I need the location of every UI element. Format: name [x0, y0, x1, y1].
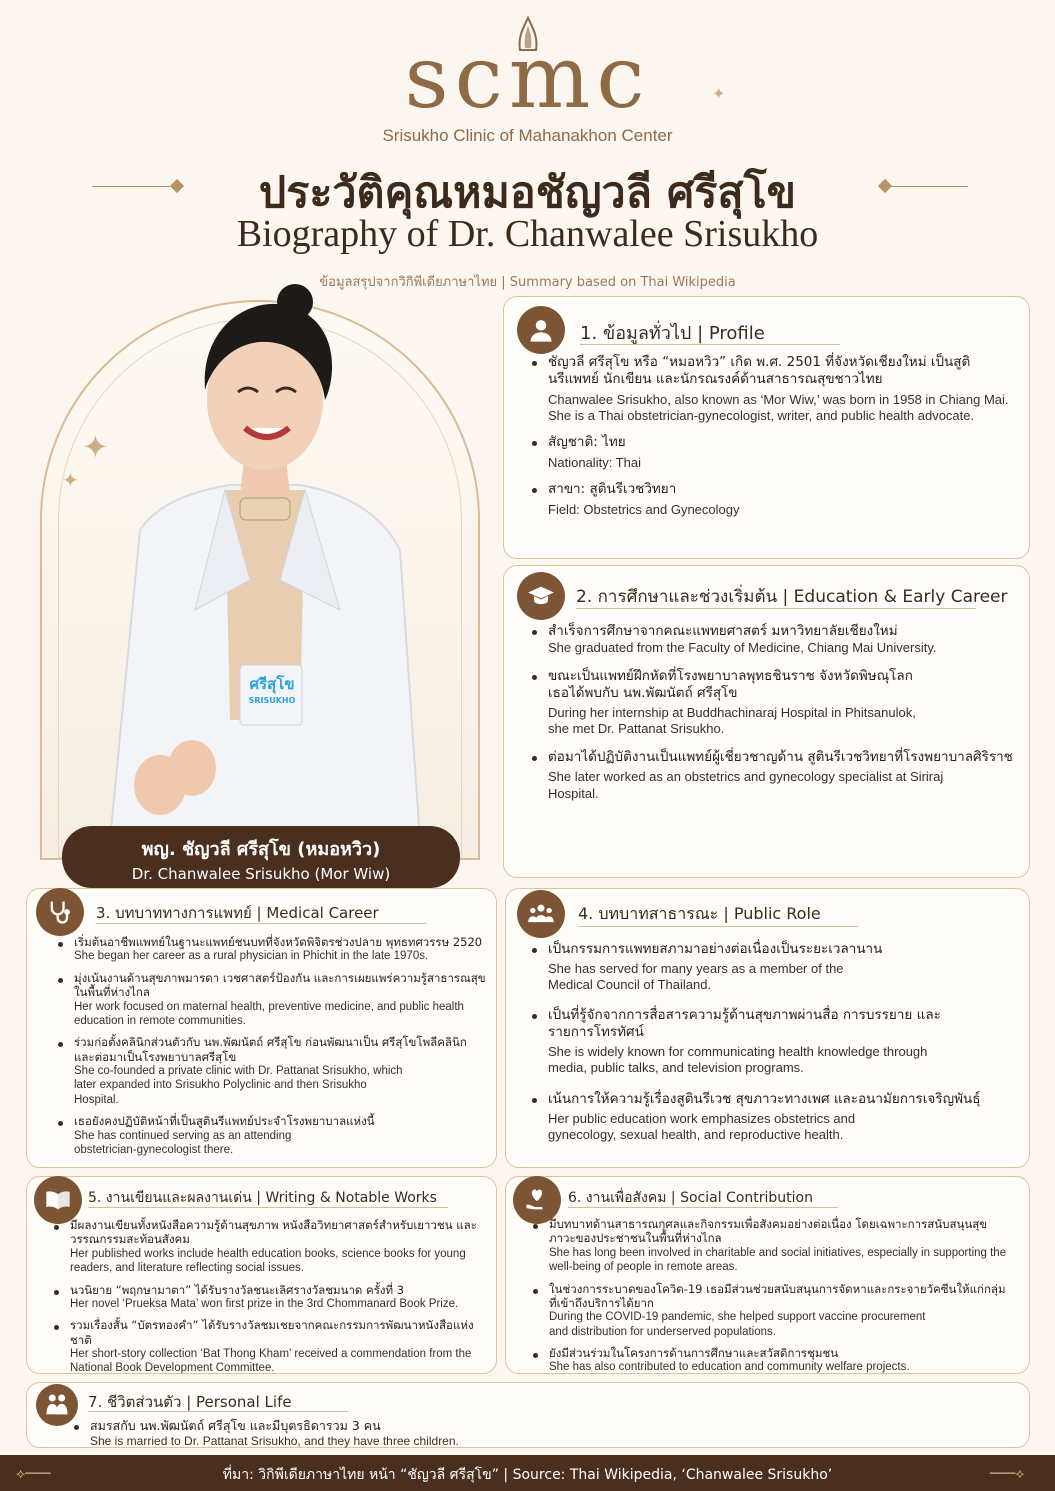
- sparkle-icon: ✦: [82, 428, 109, 466]
- list-item: ยังมีส่วนร่วมในโครงการด้านการศึกษาและสวัสดิการชุมชน She has also contributed to education and community welfare projects.: [531, 1346, 1011, 1375]
- list-item: รวมเรื่องสั้น “บัตรทองคำ” ได้รับรางวัลชมเชยจากคณะกรรมการพัฒนาหนังสือแห่งชาติ Her short-story collection ‘Bat Thong Kham’ received a commendation from the National Book Development Committee.: [52, 1318, 492, 1376]
- source-footer: [0, 1455, 1055, 1491]
- social-title: 6. งานเพื่อสังคม | Social Contribution: [568, 1190, 813, 1206]
- sparkle-icon: ✦: [62, 468, 79, 492]
- page-title-english: Biography of Dr. Chanwalee Srisukho: [236, 213, 819, 255]
- divider: [580, 344, 840, 345]
- badge-thai: ศรีสุโข: [249, 675, 295, 693]
- logo-subtitle: Srisukho Clinic of Mahanakhon Center: [382, 126, 673, 145]
- list-item: เริ่มต้นอาชีพแพทย์ในฐานะแพทย์ชนบทที่จังหวัดพิจิตรช่วงปลาย พุทธทศวรรษ 2520 She began her career as a rural physician in Phichit in the late 1970s.: [56, 935, 486, 964]
- ornament-icon: ⟡───: [16, 1466, 51, 1482]
- graduation-cap-icon: [517, 572, 565, 620]
- social-list: [531, 1217, 1011, 1382]
- divider: [576, 608, 976, 609]
- list-item: ต่อมาได้ปฏิบัติงานเป็นแพทย์ผู้เชี่ยวชาญด้าน สูตินรีเวชวิทยาที่โรงพยาบาลศิริราช She later worked as an obstetrics and gynecology specialist at Siriraj Hospital.: [530, 749, 1020, 801]
- page-subtitle: ข้อมูลสรุปจากวิกิพีเดียภาษาไทย | Summary based on Thai Wikipedia: [319, 275, 736, 290]
- education-list: [530, 623, 1020, 809]
- stethoscope-icon: [36, 888, 84, 936]
- portrait-photo: [100, 280, 430, 850]
- list-item: ร่วมก่อตั้งคลินิกส่วนตัวกับ นพ.พัฒนัตถ์ ศรีสุโข ก่อนพัฒนาเป็น ศรีสุโขโพลีคลินิก และต่อมาเป็นโรงพยาบาลศรีสุโข She co-founded a private clinic with Dr. Pattanat Srisukho, which later expanded into Srisukho Polyclinic and then Srisukho Hospital.: [56, 1035, 486, 1107]
- badge-english: SRISUKHO: [248, 696, 296, 705]
- group-icon: [517, 890, 565, 938]
- medical-list: [56, 935, 486, 1164]
- page-title-thai: ประวัติคุณหมอชัญวลี ศรีสุโข: [258, 168, 797, 218]
- name-english: Dr. Chanwalee Srisukho (Mor Wiw): [131, 865, 391, 883]
- profile-title: 1. ข้อมูลทั่วไป | Profile: [580, 323, 765, 344]
- divider: [578, 926, 858, 927]
- divider: [88, 1411, 348, 1412]
- logo-wordmark: scmc: [404, 28, 651, 128]
- ornament-icon: ───⟡: [990, 1466, 1025, 1482]
- list-item: สาขา: สูตินรีเวชวิทยา Field: Obstetrics and Gynecology: [530, 481, 1010, 518]
- divider: [568, 1207, 838, 1208]
- list-item: เป็นที่รู้จักจากการสื่อสารความรู้ด้านสุขภาพผ่านสื่อ การบรรยาย และรายการโทรทัศน์ She is widely known for communicating health knowledge through media, public talks, and television programs.: [530, 1007, 1010, 1076]
- list-item: มีบทบาทด้านสาธารณกุศลและกิจกรรมเพื่อสังคมอย่างต่อเนื่อง โดยเฉพาะการสนับสนุนสุขภาวะของประชาชนในพื้นที่ห่างไกล She has long been involved in charitable and social initiatives, especially in supporting the well-being of people in remote areas.: [531, 1217, 1011, 1275]
- divider: [96, 923, 426, 924]
- list-item: นวนิยาย “พฤกษามาตา” ได้รับรางวัลชนะเลิศรางวัลชมนาด ครั้งที่ 3 Her novel ‘Prueksa Mata’ won first prize in the 3rd Chommanard Book Prize.: [52, 1283, 492, 1312]
- list-item: เน้นการให้ความรู้เรื่องสูตินรีเวช สุขภาวะทางเพศ และอนามัยการเจริญพันธุ์ Her public education work emphasizes obstetrics and gynecology, sexual health, and reproductive health.: [530, 1091, 1010, 1143]
- medical-title: 3. บทบาททางการแพทย์ | Medical Career: [96, 904, 379, 922]
- list-item: เป็นกรรมการแพทยสภามาอย่างต่อเนื่องเป็นระยะเวลานาน She has served for many years as a member of the Medical Council of Thailand.: [530, 941, 1010, 993]
- portrait-name-banner: [62, 826, 460, 888]
- list-item: ขณะเป็นแพทย์ฝึกหัดที่โรงพยาบาลพุทธชินราช จังหวัดพิษณุโลก เธอได้พบกับ นพ.พัฒนัตถ์ ศรีสุโข During her internship at Buddhachinaraj Hospital in Phitsanulok, she met Dr. Pattanat Srisukho.: [530, 668, 930, 737]
- list-item: ในช่วงการระบาดของโควิด-19 เธอมีส่วนช่วยสนับสนุนการจัดหาและกระจายวัคซีนให้แก่กลุ่มที่เข้าถึงบริการได้ยาก During the COVID-19 pandemic, she helped support vaccine procurement and distribution for underserved populations.: [531, 1282, 1011, 1340]
- list-item: สำเร็จการศึกษาจากคณะแพทยศาสตร์ มหาวิทยาลัยเชียงใหม่ She graduated from the Faculty of Medicine, Chiang Mai University.: [530, 623, 1020, 656]
- list-item: สมรสกับ นพ.พัฒนัตถ์ ศรีสุโข และมีบุตรธิดารวม 3 คน She is married to Dr. Pattanat Srisukho, and they have three children.: [72, 1418, 972, 1449]
- logo: [0, 16, 1055, 146]
- public-role-title: 4. บทบาทสาธารณะ | Public Role: [578, 904, 821, 923]
- writing-title: 5. งานเขียนและผลงานเด่น | Writing & Notable Works: [88, 1190, 437, 1206]
- clinic-badge: [243, 672, 301, 705]
- list-item: เธอยังคงปฏิบัติหน้าที่เป็นสูตินรีแพทย์ประจำโรงพยาบาลแห่งนี้ She has continued serving as an attending obstetrician-gynecologist there.: [56, 1114, 486, 1157]
- name-thai: พญ. ชัญวลี ศรีสุโข (หมอหวิว): [141, 839, 381, 860]
- list-item: สัญชาติ: ไทย Nationality: Thai: [530, 434, 1010, 471]
- education-title: 2. การศึกษาและช่วงเริ่มต้น | Education & Early Career: [576, 587, 1008, 607]
- list-item: มีผลงานเขียนทั้งหนังสือความรู้ด้านสุขภาพ หนังสือวิทยาศาสตร์สำหรับเยาวชน และวรรณกรรมสะท้อนสังคม Her published works include health education books, science books for young readers, and literature reflecting social issues.: [52, 1218, 492, 1276]
- list-item: มุ่งเน้นงานด้านสุขภาพมารดา เวชศาสตร์ป้องกัน และการเผยแพร่ความรู้สาธารณสุขในพื้นที่ห่างไกล Her work focused on maternal health, preventive medicine, and public health education in remote communities.: [56, 971, 486, 1029]
- footer-source-text: ที่มา: วิกิพีเดียภาษาไทย หน้า “ชัญวลี ศรีสุโข” | Source: Thai Wikipedia, ‘Chanwalee Srisukho’: [222, 1467, 833, 1483]
- sparkle-icon: ✦: [712, 84, 726, 103]
- person-icon: [517, 306, 565, 354]
- personal-title: 7. ชีวิตส่วนตัว | Personal Life: [88, 1393, 292, 1411]
- writing-list: [52, 1218, 492, 1383]
- divider: [88, 1207, 448, 1208]
- personal-list: [72, 1418, 972, 1456]
- list-item: ชัญวลี ศรีสุโข หรือ “หมอหวิว” เกิด พ.ศ. 2501 ที่จังหวัดเชียงใหม่ เป็นสูตินรีแพทย์ นักเขียน และนักรณรงค์ด้านสาธารณสุขชาวไทย Chanwalee Srisukho, also known as ‘Mor Wiw,’ was born in 1958 in Chiang Mai. She is a Thai obstetrician-gynecologist, writer, and public health advocate.: [530, 354, 1010, 424]
- book-icon: [34, 1176, 82, 1224]
- public-role-list: [530, 941, 1010, 1150]
- profile-list: [530, 354, 1010, 526]
